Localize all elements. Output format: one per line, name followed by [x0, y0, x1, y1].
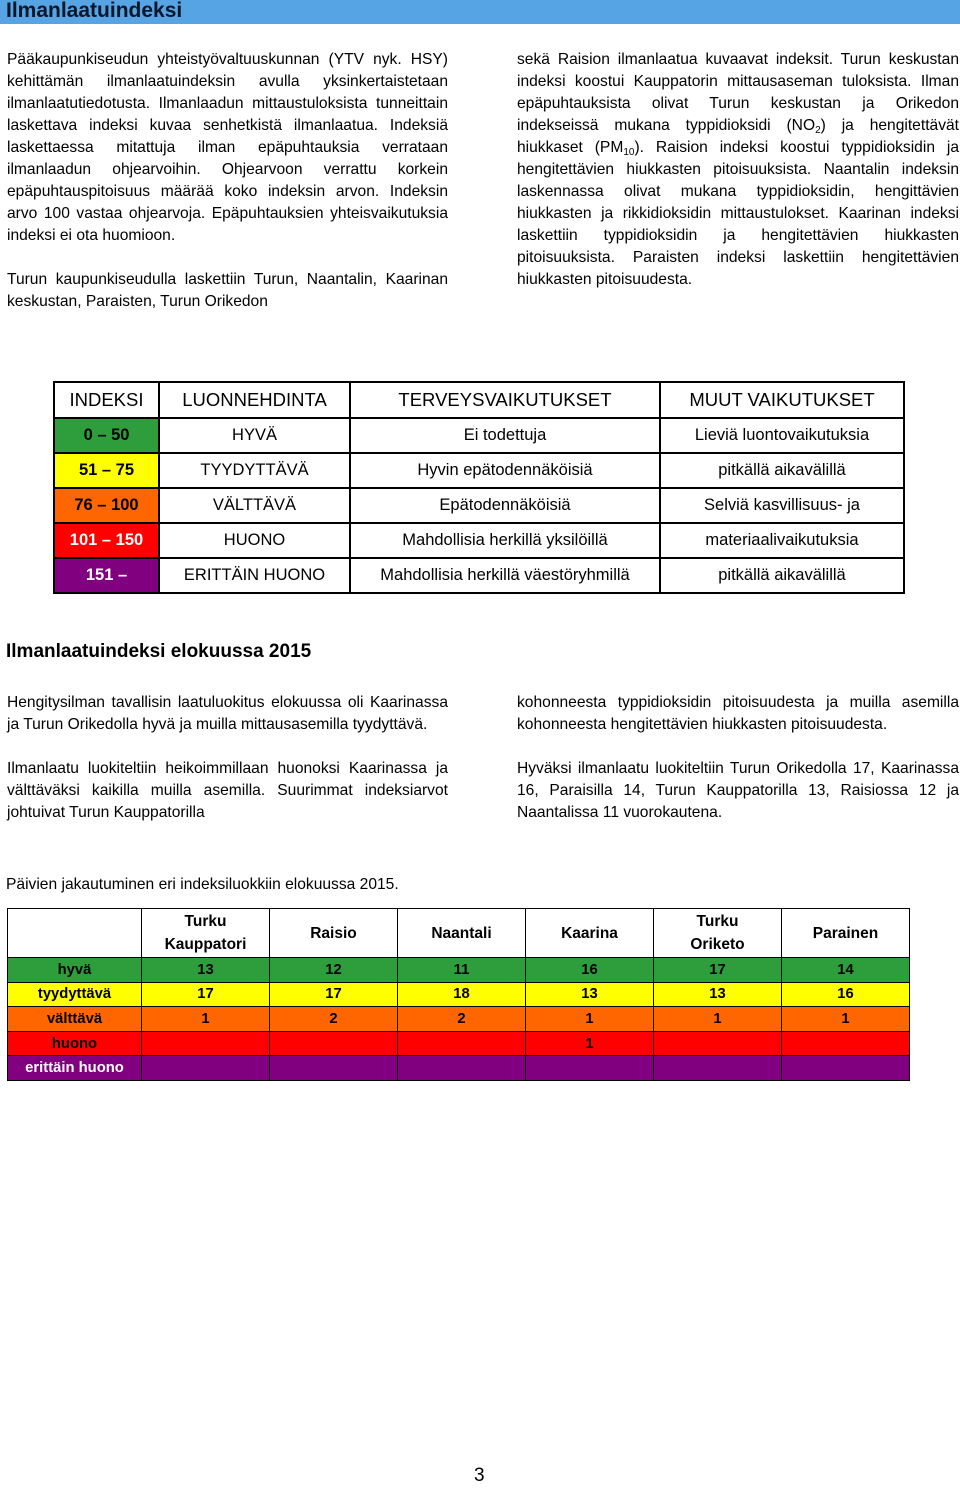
- index-range-cell: 0 – 50: [54, 418, 159, 453]
- day-count-cell: [398, 1056, 526, 1081]
- day-count-cell: 2: [398, 1007, 526, 1032]
- intro-paragraph-2: Turun kaupunkiseudulla laskettiin Turun, Naantalin, Kaarinan keskustan, Paraisten, Turun Orikedon: [7, 271, 448, 310]
- day-count-cell: [398, 1031, 526, 1056]
- index-label-cell: ERITTÄIN HUONO: [159, 558, 350, 593]
- header-cell: MUUT VAIKUTUKSET: [660, 382, 904, 418]
- days-row: [8, 1056, 910, 1081]
- day-count-cell: 16: [526, 958, 654, 983]
- index-health-cell: Hyvin epätodennäköisiä: [350, 453, 660, 488]
- station-header: Kaarina: [526, 909, 654, 958]
- days-header-corner: [8, 909, 142, 958]
- day-count-cell: 1: [526, 1031, 654, 1056]
- index-range-cell: 151 –: [54, 558, 159, 593]
- no2-subscript: 2: [815, 125, 821, 136]
- day-count-cell: 14: [782, 958, 910, 983]
- index-other-cell: pitkällä aikavälillä: [660, 453, 904, 488]
- intro-text-a: sekä Raision ilmanlaatua kuvaavat indeksit. Turun keskustan indeksi koostui Kauppatorin mittausaseman tuloksista. Ilman epäpuhtauksista olivat Turun keskustan ja Orikedon indekseissä mukana typpidioksidi (NO: [517, 51, 959, 134]
- section-paragraph-2: Ilmanlaatu luokiteltiin heikoimmillaan huonoksi Kaarinassa ja välttäväksi kaikilla muilla asemilla. Suurimmat indeksiarvot johtuivat Turun Kauppatorilla: [7, 760, 448, 821]
- day-count-cell: 13: [654, 982, 782, 1007]
- table-caption: Päivien jakautuminen eri indeksiluokkiin elokuussa 2015.: [6, 876, 399, 893]
- intro-left-column: [7, 49, 448, 313]
- days-table-header: [8, 909, 910, 958]
- index-health-cell: Mahdollisia herkillä väestöryhmillä: [350, 558, 660, 593]
- intro-paragraph-1: Pääkaupunkiseudun yhteistyövaltuuskunnan (YTV nyk. HSY) kehittämän ilmanlaatuindeksin avulla yksinkertaistetaan ilmanlaatutiedotusta. Ilmanlaadun mittaustuloksista tunneittain laskettava indeksi kuvaa senhetkistä ilmanlaatua. Indeksiä laskettaessa mitattuja ilman epäpuhtauksia verrataan ilmanlaadun ohjearvoihin. Ohjearvoon verrattu korkein epäpuhtauspitoisuus määrää koko indeksin arvon. Indeksin arvo 100 vastaa ohjearvoja. Epäpuhtauksien yhteisvaikutuksia indeksi ei ota huomioon.: [7, 51, 448, 244]
- station-header: Turku Kauppatori: [142, 909, 270, 958]
- index-health-cell: Epätodennäköisiä: [350, 488, 660, 523]
- days-row: [8, 982, 910, 1007]
- intro-text-b: ) ja hengitettävät hiukkaset (PM: [517, 117, 959, 156]
- intro-paragraph-3: [517, 49, 959, 291]
- index-row: [54, 418, 904, 453]
- index-row: [54, 488, 904, 523]
- day-count-cell: [270, 1056, 398, 1081]
- index-health-cell: Ei todettuja: [350, 418, 660, 453]
- station-header: Raisio: [270, 909, 398, 958]
- day-count-cell: [270, 1031, 398, 1056]
- station-header: Turku Oriketo: [654, 909, 782, 958]
- day-count-cell: 17: [270, 982, 398, 1007]
- index-other-cell: Selviä kasvillisuus- ja: [660, 488, 904, 523]
- section-paragraph-3: kohonneesta typpidioksidin pitoisuudesta ja muilla asemilla kohonneesta hengitettävien hiukkasten pitoisuudesta.: [517, 694, 959, 733]
- day-count-cell: 16: [782, 982, 910, 1007]
- intro-text-c: ). Raision indeksi koostui typpidioksidin ja hengitettävien hiukkasten pitoisuuksista. Naantalin indeksin laskennassa olivat mukana typpidioksidin, hengittävien hiukkasten ja rikkidioksidin mittaustulokset. Kaarinan indeksi laskettiin typpidioksidin ja hengitettävien hiukkasten pitoisuuksista. Paraisten indeksi laskettiin hengitettävien hiukkasten pitoisuudesta.: [517, 139, 959, 288]
- day-count-cell: [782, 1056, 910, 1081]
- day-count-cell: [142, 1031, 270, 1056]
- section-paragraph-4: Hyväksi ilmanlaatu luokiteltiin Turun Orikedolla 17, Kaarinassa 16, Paraisilla 14, Turun Kauppatorilla 13, Raisiossa 12 ja Naantalissa 11 vuorokautena.: [517, 760, 959, 821]
- index-range-cell: 76 – 100: [54, 488, 159, 523]
- station-header: Naantali: [398, 909, 526, 958]
- day-count-cell: 12: [270, 958, 398, 983]
- title-bar: [0, 0, 960, 24]
- index-label-cell: VÄLTTÄVÄ: [159, 488, 350, 523]
- day-count-cell: [654, 1056, 782, 1081]
- header-cell: INDEKSI: [54, 382, 159, 418]
- index-label-cell: HYVÄ: [159, 418, 350, 453]
- page-number: 3: [474, 1465, 485, 1486]
- days-table: [7, 908, 910, 1081]
- day-count-cell: 1: [526, 1007, 654, 1032]
- category-label-cell: hyvä: [8, 958, 142, 983]
- section-right-column: [517, 692, 959, 824]
- day-count-cell: [142, 1056, 270, 1081]
- day-count-cell: [782, 1031, 910, 1056]
- day-count-cell: 17: [142, 982, 270, 1007]
- category-label-cell: huono: [8, 1031, 142, 1056]
- index-other-cell: Lieviä luontovaikutuksia: [660, 418, 904, 453]
- header-cell: TERVEYSVAIKUTUKSET: [350, 382, 660, 418]
- index-range-cell: 101 – 150: [54, 523, 159, 558]
- day-count-cell: 11: [398, 958, 526, 983]
- index-health-cell: Mahdollisia herkillä yksilöillä: [350, 523, 660, 558]
- day-count-cell: 1: [782, 1007, 910, 1032]
- day-count-cell: 13: [526, 982, 654, 1007]
- index-table: [53, 381, 905, 594]
- index-range-cell: 51 – 75: [54, 453, 159, 488]
- category-label-cell: erittäin huono: [8, 1056, 142, 1081]
- index-row: [54, 523, 904, 558]
- index-other-cell: materiaalivaikutuksia: [660, 523, 904, 558]
- section-paragraph-1: Hengitysilman tavallisin laatuluokitus elokuussa oli Kaarinassa ja Turun Orikedolla hyvä ja muilla mittausasemilla tyydyttävä.: [7, 694, 448, 733]
- pm10-subscript: 10: [623, 147, 635, 158]
- index-label-cell: TYYDYTTÄVÄ: [159, 453, 350, 488]
- day-count-cell: 13: [142, 958, 270, 983]
- days-row: [8, 1007, 910, 1032]
- day-count-cell: 2: [270, 1007, 398, 1032]
- index-table-header: [54, 382, 904, 418]
- station-header: Parainen: [782, 909, 910, 958]
- days-table-body: [8, 958, 910, 1081]
- header-cell: LUONNEHDINTA: [159, 382, 350, 418]
- intro-right-column: [517, 49, 959, 291]
- index-row: [54, 558, 904, 593]
- day-count-cell: 1: [142, 1007, 270, 1032]
- day-count-cell: 1: [654, 1007, 782, 1032]
- days-row: [8, 1031, 910, 1056]
- section-left-column: [7, 692, 448, 824]
- category-label-cell: tyydyttävä: [8, 982, 142, 1007]
- days-row: [8, 958, 910, 983]
- page-title: Ilmanlaatuindeksi: [6, 0, 183, 22]
- day-count-cell: [526, 1056, 654, 1081]
- day-count-cell: [654, 1031, 782, 1056]
- index-other-cell: pitkällä aikavälillä: [660, 558, 904, 593]
- section-heading: Ilmanlaatuindeksi elokuussa 2015: [6, 641, 312, 662]
- day-count-cell: 18: [398, 982, 526, 1007]
- category-label-cell: välttävä: [8, 1007, 142, 1032]
- day-count-cell: 17: [654, 958, 782, 983]
- index-row: [54, 453, 904, 488]
- index-label-cell: HUONO: [159, 523, 350, 558]
